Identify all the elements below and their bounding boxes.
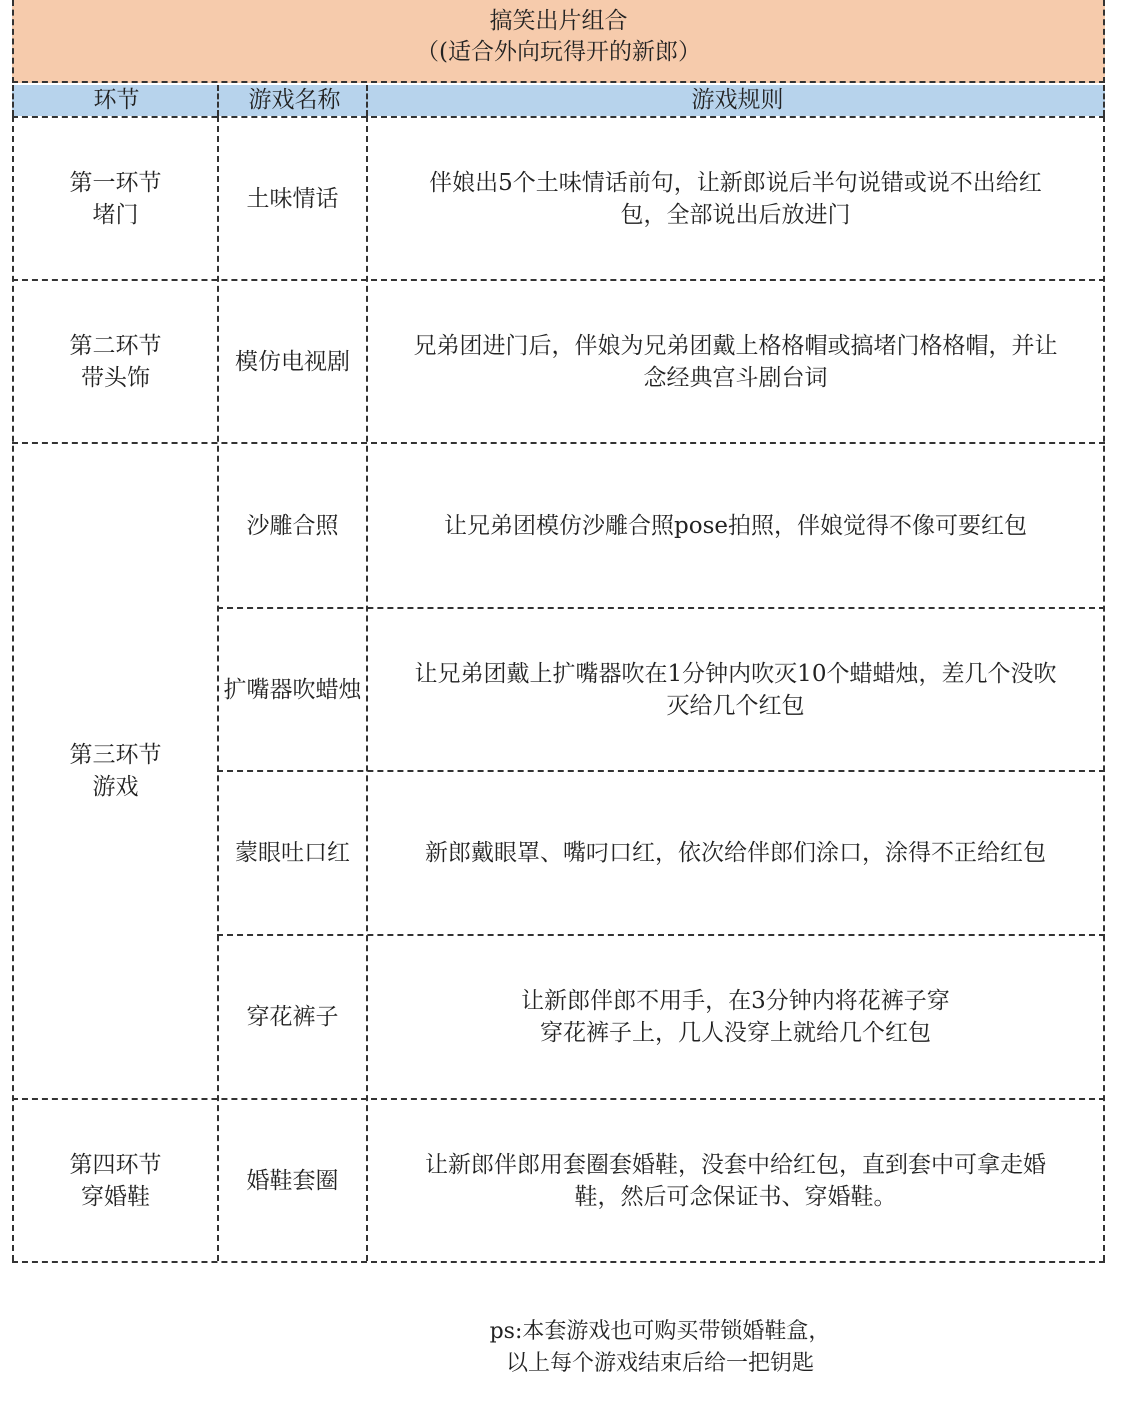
stage-label: 第四环节 bbox=[69, 1151, 162, 1178]
stage-sub: 游戏 bbox=[92, 774, 139, 800]
stage-cell-4 bbox=[14, 1100, 217, 1261]
stage-label: 第一环节 bbox=[69, 169, 162, 196]
footer-line-1: ps:本套游戏也可购买带锁婚鞋盒， bbox=[489, 1319, 831, 1344]
header-divider-1 bbox=[217, 85, 219, 116]
header-game: 游戏名称 bbox=[248, 87, 341, 113]
rule-line: 灭给几个红包 bbox=[666, 692, 805, 719]
stage-cell-2 bbox=[14, 281, 217, 442]
stage-sub: 堵门 bbox=[92, 201, 139, 228]
title-main: 搞笑出片组合 bbox=[489, 8, 628, 34]
stage-label: 第二环节 bbox=[69, 332, 162, 359]
rule-line: 念经典宫斗剧台词 bbox=[643, 364, 828, 391]
rule-line: 伴娘出5个土味情话前句，让新郎说后半句说错或说不出给红 bbox=[429, 169, 1042, 196]
game-name-cell: 模仿电视剧 bbox=[235, 348, 350, 375]
header-rules: 游戏规则 bbox=[691, 87, 784, 113]
table-title bbox=[12, 0, 1105, 83]
rule-line: 让新郎伴郎用套圈套婚鞋，没套中给红包，直到套中可拿走婚 bbox=[425, 1151, 1046, 1178]
rule-cell bbox=[368, 609, 1103, 770]
rule-line: 鞋，然后可念保证书、穿婚鞋。 bbox=[574, 1183, 897, 1210]
rule-line: 兄弟团进门后，伴娘为兄弟团戴上格格帽或搞堵门格格帽，并让 bbox=[413, 332, 1058, 359]
title-subtitle: （(适合外向玩得开的新郎） bbox=[416, 39, 701, 65]
rule-cell bbox=[368, 281, 1103, 442]
rule-cell bbox=[368, 118, 1103, 279]
rule-cell bbox=[368, 936, 1103, 1098]
rule-line: 新郎戴眼罩、嘴叼口红，依次给伴郎们涂口，涂得不正给红包 bbox=[425, 840, 1046, 866]
rule-line: 穿花裤子上，几人没穿上就给几个红包 bbox=[539, 1020, 931, 1046]
game-name-cell: 蒙眼吐口红 bbox=[235, 840, 350, 866]
game-name-cell: 土味情话 bbox=[246, 185, 339, 212]
footer-note bbox=[380, 1316, 940, 1380]
rule-line: 让新郎伴郎不用手，在3分钟内将花裤子穿 bbox=[521, 988, 950, 1014]
stage-label: 第三环节 bbox=[69, 742, 162, 768]
header-divider-2 bbox=[366, 85, 368, 116]
game-name-cell: 扩嘴器吹蜡烛 bbox=[223, 676, 362, 703]
stage-sub: 穿婚鞋 bbox=[81, 1183, 150, 1210]
table-header bbox=[12, 85, 1105, 116]
rule-line: 包，全部说出后放进门 bbox=[620, 201, 851, 228]
grid-line-bottom bbox=[12, 1261, 1105, 1263]
header-stage: 环节 bbox=[93, 87, 140, 113]
stage-cell-3 bbox=[14, 444, 217, 1098]
game-name-cell: 沙雕合照 bbox=[246, 512, 339, 539]
rule-cell bbox=[368, 772, 1103, 934]
rule-line: 让兄弟团戴上扩嘴器吹在1分钟内吹灭10个蜡蜡烛，差几个没吹 bbox=[414, 660, 1057, 687]
stage-cell-1 bbox=[14, 118, 217, 279]
rule-line: 让兄弟团模仿沙雕合照pose拍照，伴娘觉得不像可要红包 bbox=[444, 512, 1027, 539]
stage-sub: 带头饰 bbox=[81, 364, 150, 391]
game-name-cell: 穿花裤子 bbox=[246, 1004, 339, 1030]
rule-cell bbox=[368, 1100, 1103, 1261]
game-name-cell: 婚鞋套圈 bbox=[246, 1167, 339, 1194]
footer-line-2: 以上每个游戏结束后给一把钥匙 bbox=[505, 1351, 814, 1376]
grid-border-right bbox=[1103, 116, 1105, 1261]
rule-cell bbox=[368, 444, 1103, 607]
